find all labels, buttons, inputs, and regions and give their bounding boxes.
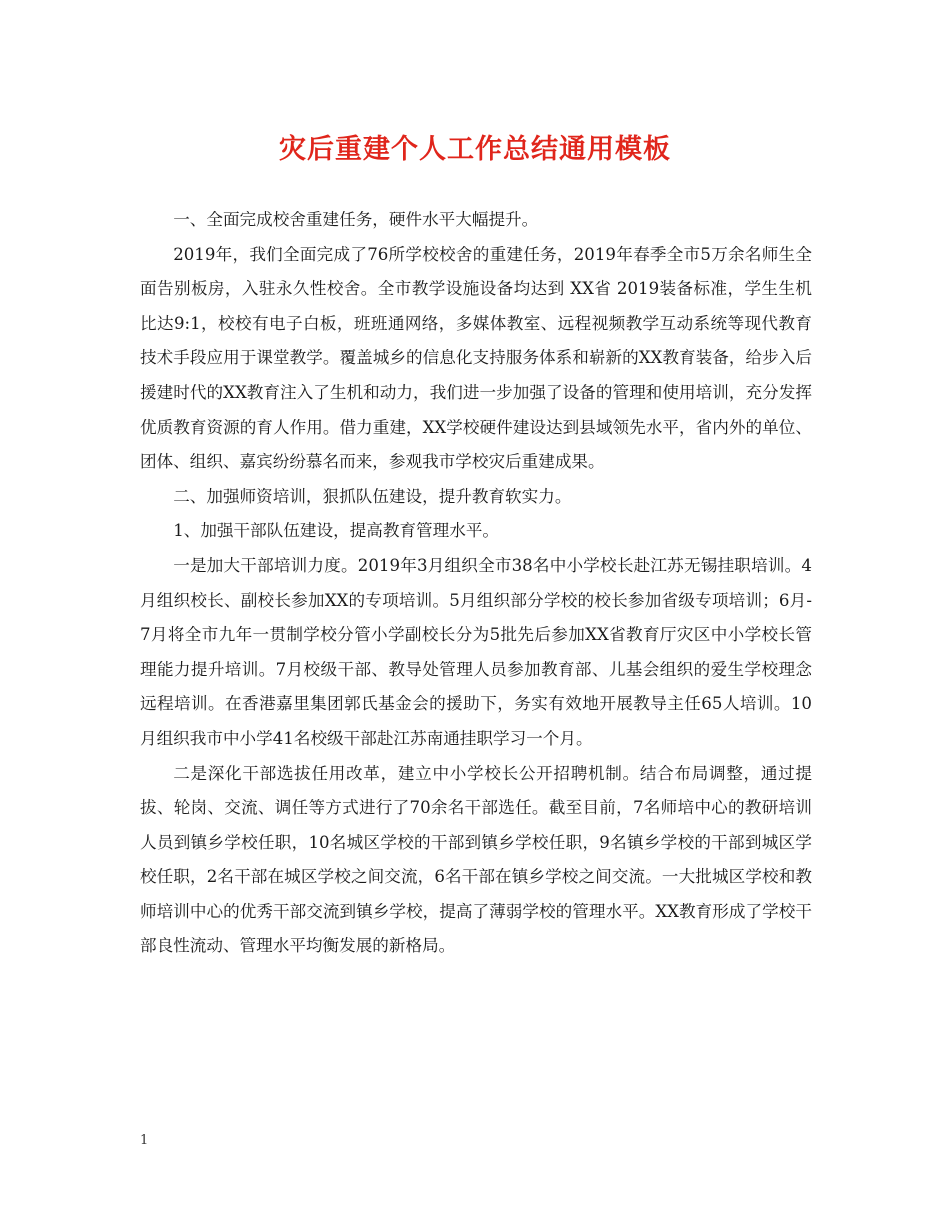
document-body: [140, 203, 812, 964]
section-heading-1: 一、全面完成校舍重建任务，硬件水平大幅提升。: [173, 210, 539, 229]
subsection-heading-1: 1、加强干部队伍建设，提高教育管理水平。: [173, 521, 500, 541]
body-paragraph: 二是深化干部选拔任用改革，建立中小学校长公开招聘机制。结合布局调整，通过提拔、轮岗、交流、调任等方式进行了70余名干部选任。截至目前，7名师培中心的教研培训人员到镇乡学校任职，10名城区学校的干部到镇乡学校任职，9名镇乡学校的干部到城区学校任职，2名干部在城区学校之间交流，6名干部在镇乡学校之间交流。一大批城区学校和教师培训中心的优秀干部交流到镇乡学校，提高了薄弱学校的管理水平。XX教育形成了学校干部良性流动、管理水平均衡发展的新格局。: [140, 763, 812, 956]
page-number: 1: [140, 1133, 149, 1148]
body-paragraph: 一是加大干部培训力度。2019年3月组织全市38名中小学校长赴江苏无锡挂职培训。4月组织校长、副校长参加XX的专项培训。5月组织部分学校的校长参加省级专项培训；6月-7月将全市九年一贯制学校分管小学副校长分为5批先后参加XX省教育厅灾区中小学校长管理能力提升培训。7月校级干部、教导处管理人员参加教育部、儿基会组织的爱生学校理念远程培训。在香港嘉里集团郭氏基金会的援助下，务实有效地开展教导主任65人培训。10月组织我市中小学41名校级干部赴江苏南通挂职学习一个月。: [140, 555, 812, 748]
document-title: 灾后重建个人工作总结通用模板: [279, 134, 671, 165]
body-paragraph: 2019年，我们全面完成了76所学校校舍的重建任务，2019年春季全市5万余名师生全面告别板房，入驻永久性校舍。全市教学设施设备均达到 XX省 2019装备标准，学生生机比达9:1，校校有电子白板，班班通网络，多媒体教室、远程视频教学互动系统等现代教育技术手段应用于课堂教学。覆盖城乡的信息化支持服务体系和崭新的XX教育装备，给步入后援建时代的XX教育注入了生机和动力，我们进一步加强了设备的管理和使用培训，充分发挥优质教育资源的育人作用。借力重建，XX学校硬件建设达到县域领先水平，省内外的单位、团体、组织、嘉宾纷纷慕名而来，参观我市学校灾后重建成果。: [140, 244, 812, 472]
section-heading-2: 二、加强师资培训，狠抓队伍建设，提升教育软实力。: [173, 486, 572, 506]
